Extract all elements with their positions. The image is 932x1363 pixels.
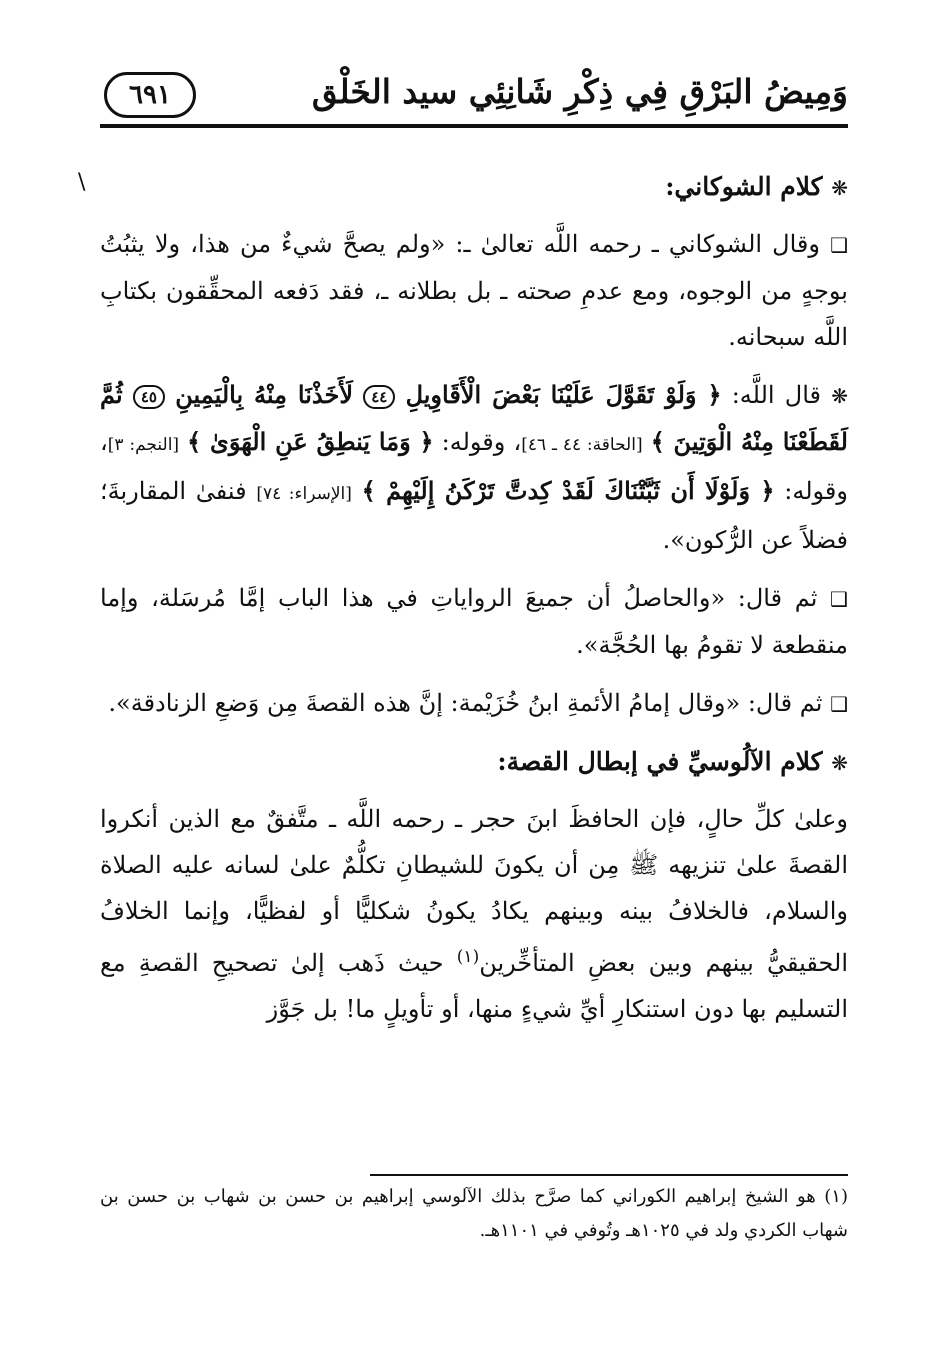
ayah-number: ٤٥ (133, 385, 165, 409)
section-heading-alusi: ❋ كلام الآلُوسيِّ في إبطال القصة: (497, 747, 848, 776)
page (100, 66, 848, 1044)
square-bullet-icon: ❑ (830, 587, 848, 611)
quran-verse: ﴿ وَلَوْ تَقَوَّلَ عَلَيْنَا بَعْضَ الْأَقَاوِيلِ (405, 380, 722, 409)
quran-verse: ثُمَّ لَقَطَعْنَا مِنْهُ الْوَتِينَ ﴾ (100, 380, 848, 456)
section-heading-shawkani: ❋ كلام الشوكاني: (665, 172, 848, 201)
verse-reference: [الإسراء: ٧٤] (256, 484, 352, 504)
square-bullet-icon: ❑ (830, 233, 848, 257)
footnote: (١) هو الشيخ إبراهيم الكوراني كما صرَّح بذلك الآلوسي إبراهيم بن حسن بن شهاب بن حسن بن شهاب الكردي ولد في ١٠٢٥هـ وتُوفي في ١١٠١هـ. (100, 1186, 848, 1241)
quran-verse: ﴿ وَمَا يَنطِقُ عَنِ الْهَوَىٰ ﴾ (187, 427, 434, 456)
verse-reference: [النجم: ٣] (107, 435, 180, 455)
ayah-number: ٤٤ (363, 385, 395, 409)
paragraph-1: ❑ وقال الشوكاني ـ رحمه اللَّه تعالىٰ ـ: «ولم يصحَّ شيءٌ من هذا، ولا يثبُتُ بوجهٍ من الوجوه، ومع عدمِ صحته ـ بل بطلانه ـ، فقد دَفعه المحقِّقون بكتابِ اللَّه سبحانه. (100, 230, 848, 351)
star-icon: ❋ (831, 384, 848, 408)
page-number: ٦٩١ (104, 72, 196, 118)
paragraph-4: ❑ ثم قال: «وقال إمامُ الأئمةِ ابنُ خُزَيْمة: إنَّ هذه القصةَ مِن وَضعِ الزنادقة». (108, 689, 848, 717)
verse-reference: [الحاقة: ٤٤ ـ ٤٦] (521, 435, 643, 455)
paragraph-5: وعلىٰ كلِّ حالٍ، فإن الحافظَ ابنَ حجر ـ رحمه اللَّه ـ متَّفقٌ مع الذين أنكروا القصةَ علىٰ تنزيهه ﷺ مِن أن يكونَ للشيطانِ تكلُّمٌ علىٰ لسانه عليه الصلاة والسلام، فالخلافُ بينه وبينهم يكادُ يكونُ شكليًّا أو لفظيًّا، وإنما الخلافُ الحقيقيُّ بينهم وبين بعضِ المتأخِّرين$^{(١)}$ حيث ذَهب إلىٰ تصحيحِ القصةِ مع التسليم بها دون استنكارِ أيِّ شيءٍ منها، أو تأويلٍ ما! بل جَوَّز (100, 805, 849, 1023)
footnote-reference[interactable]: (١) (456, 947, 480, 967)
star-icon: ❋ (831, 751, 848, 775)
footnote-rule (370, 1174, 848, 1176)
paragraph-2: ❋ قال اللَّه: ﴿ وَلَوْ تَقَوَّلَ عَلَيْنَا بَعْضَ الْأَقَاوِيلِ ٤٤ لَأَخَذْنَا مِنْهُ بِالْيَمِينِ ٤٥ ثُمَّ لَقَطَعْنَا مِنْهُ الْوَتِينَ ﴾ [الحاقة: ٤٤ ـ ٤٦]، وقوله: ﴿ وَمَا يَنطِقُ عَنِ الْهَوَىٰ ﴾ [النجم: ٣]، وقوله: ﴿ وَلَوْلَا أَن ثَبَّتْنَاكَ لَقَدْ كِدتَّ تَرْكَنُ إِلَيْهِمْ ﴾ [الإسراء: ٧٤] فنفىٰ المقاربةَ؛ فضلاً عن الرُّكون». (100, 380, 848, 554)
running-title: وَمِيضُ البَرْقِ فِي ذِكْرِ شَانِئِي سيد الخَلْق (311, 72, 848, 111)
square-bullet-icon: ❑ (830, 692, 848, 716)
body-text (100, 164, 848, 1032)
quran-verse: ﴿ وَلَوْلَا أَن ثَبَّتْنَاكَ لَقَدْ كِدتَّ تَرْكَنُ إِلَيْهِمْ ﴾ (361, 476, 775, 505)
margin-mark: \ (78, 170, 86, 195)
header-rule (100, 124, 848, 128)
quran-verse: لَأَخَذْنَا مِنْهُ بِالْيَمِينِ (175, 380, 354, 409)
star-icon: ❋ (831, 176, 848, 200)
page-header (100, 66, 848, 130)
paragraph-3: ❑ ثم قال: «والحاصلُ أن جميعَ الرواياتِ في هذا الباب إمَّا مُرسَلة، وإما منقطعة لا تقومُ بها الحُجَّة». (100, 584, 848, 659)
